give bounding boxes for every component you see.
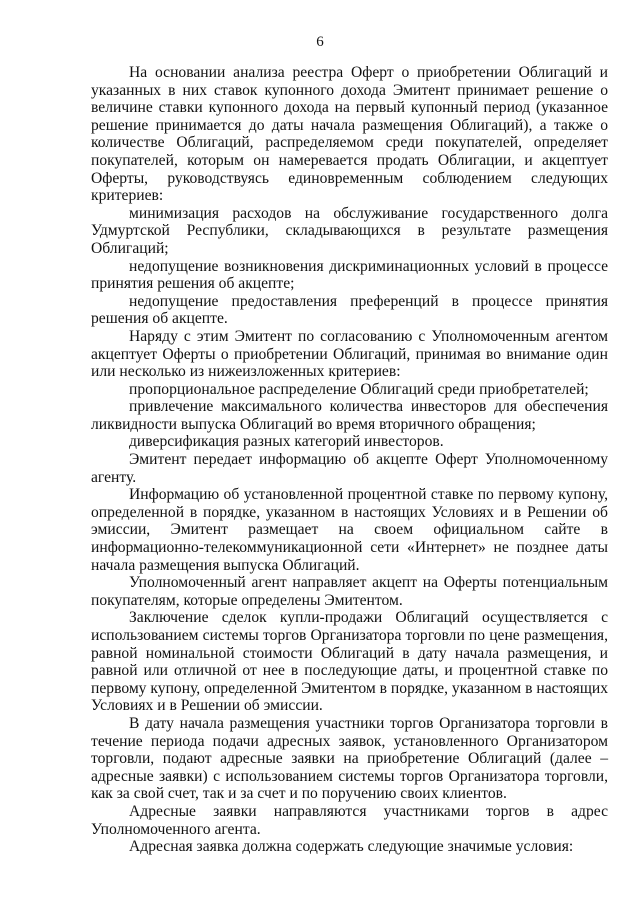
paragraph: На основании анализа реестра Оферт о приобретении Облигаций и указанных в них ставок купонного дохода Эмитент принимает решение о величине ставки купонного дохода на первый купонный период (указанное решение принимается до даты начала размещения Облигаций), а также о количестве Облигаций, распределяемом среди покупателей, определяет покупателей, которым он намеревается продать Облигации, и акцептует Оферты, руководствуясь единовременным соблюдением следующих критериев:: [91, 64, 608, 205]
paragraph: Эмитент передает информацию об акцепте Оферт Уполномоченному агенту.: [91, 451, 608, 486]
paragraph: Уполномоченный агент направляет акцепт на Оферты потенциальным покупателям, которые определены Эмитентом.: [91, 574, 608, 609]
paragraph: Наряду с этим Эмитент по согласованию с Уполномоченным агентом акцептует Оферты о приобретении Облигаций, принимая во внимание один или несколько из нижеизложенных критериев:: [91, 327, 608, 381]
paragraph: Заключение сделок купли-продажи Облигаций осуществляется с использованием системы торгов Организатора торговли по цене размещения, равной номинальной стоимости Облигаций в дату начала размещения, и равной или отличной от нее в последующие даты, и процентной ставке по первому купону, определенной Эмитентом в порядке, указанном в настоящих Условиях и в Решении об эмиссии.: [91, 609, 608, 715]
page-number: 6: [316, 34, 324, 50]
paragraph: пропорциональное распределение Облигаций среди приобретателей;: [129, 380, 589, 398]
paragraph: недопущение предоставления преференций в процессе принятия решения об акцепте.: [91, 292, 608, 328]
document-body: [91, 64, 608, 856]
paragraph: Информацию об установленной процентной ставке по первому купону, определенной в порядке, указанном в настоящих Условиях и в Решении об эмиссии, Эмитент размещает на своем официальном сайте в информационно-телекоммуникационной сети «Интернет» не позднее даты начала размещения выпуска Облигаций.: [91, 486, 608, 574]
paragraph: Адресные заявки направляются участниками торгов в адрес Уполномоченного агента.: [91, 802, 608, 838]
paragraph: диверсификация разных категорий инвесторов.: [129, 433, 444, 451]
paragraph: привлечение максимального количества инвесторов для обеспечения ликвидности выпуска Облигаций во время вторичного обращения;: [91, 398, 608, 433]
paragraph: недопущение возникновения дискриминационных условий в процессе принятия решения об акцепте;: [91, 257, 608, 293]
paragraph: минимизация расходов на обслуживание государственного долга Удмуртской Республики, складывающихся в результате размещения Облигаций;: [91, 204, 608, 257]
paragraph: В дату начала размещения участники торгов Организатора торговли в течение периода подачи адресных заявок, установленного Организатором торговли, подают адресные заявки на приобретение Облигаций (далее – адресные заявки) с использованием системы торгов Организатора торговли, как за свой счет, так и за счет и по поручению своих клиентов.: [91, 714, 608, 803]
paragraph: Адресная заявка должна содержать следующие значимые условия:: [129, 838, 574, 856]
